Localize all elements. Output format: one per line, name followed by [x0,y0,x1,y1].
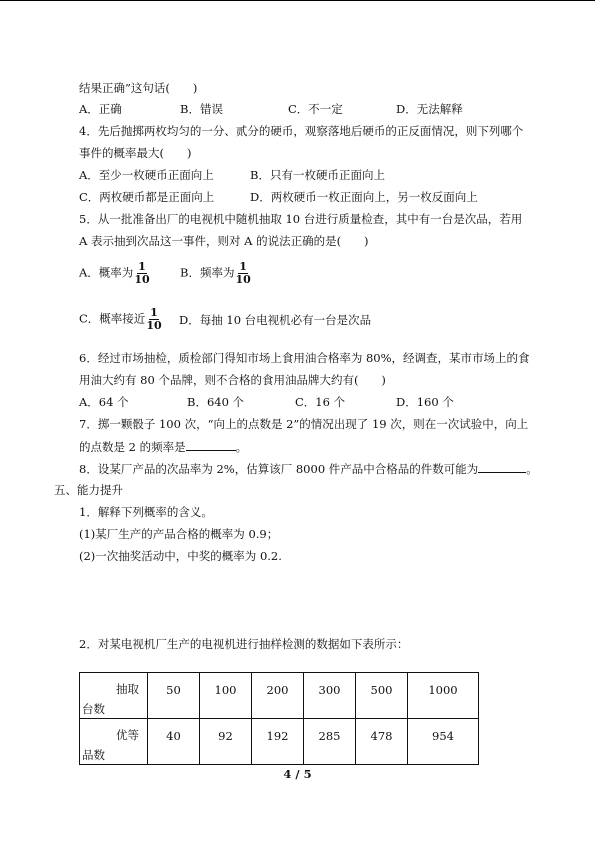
q7-line2: 的点数是 2 的频率是 。 [79,440,248,454]
q5-option-c-label: C．概率接近 [79,311,146,326]
s5-q1: 1．解释下列概率的含义。 [79,505,213,519]
sampling-table [79,672,479,765]
s5-q2: 2．对某电视机厂生产的电视机进行抽样检测的数据如下表所示： [79,637,409,651]
row-header-premium: 优等 品数 [80,719,148,765]
table-cell: 1000 [408,673,479,719]
table-cell: 40 [148,719,200,765]
q6-option-c: C．16 个 [295,395,346,409]
table-row [80,719,479,765]
q5-line1: 5．从一批准备出厂的电视机中随机抽取 10 台进行质量检查，其中有一台是次品，若用 [79,212,523,226]
table-cell: 478 [356,719,408,765]
answer-blank [186,438,236,451]
table-cell: 200 [252,673,304,719]
table-cell: 192 [252,719,304,765]
fraction-one-tenth: $\frac{1}{10}$ [134,260,150,286]
fraction-one-tenth: $\frac{1}{10}$ [235,260,251,286]
q4-option-b: B．只有一枚硬币正面向上 [250,168,385,182]
q5-option-a [79,261,151,286]
table-cell: 50 [148,673,200,719]
q6-option-d: D．160 个 [396,395,454,409]
q5-option-b [180,261,252,286]
q5-line2: A 表示抽到次品这一事件，则对 A 的说法正确的是( ) [79,234,369,248]
table-cell: 500 [356,673,408,719]
q5-option-b-label: B．频率为 [180,265,235,280]
q3-tail: 结果正确”这句话( ) [79,81,198,95]
answer-blank [478,460,526,473]
q5-option-d: D．每抽 10 台电视机必有一台是次品 [179,313,372,327]
q4-option-c: C．两枚硬币都是正面向上 [79,190,215,204]
table-cell: 92 [200,719,252,765]
s5-q1-part1: (1)某厂生产的产品合格的概率为 0.9； [79,527,279,541]
q6-option-a: A．64 个 [79,395,129,409]
q6-line1: 6．经过市场抽检，质检部门得知市场上食用油合格率为 80%，经调查，某市市场上的食 [79,351,530,365]
header-rule [0,0,595,1]
q3-option-b: B．错误 [180,102,223,116]
q8-line: 8．设某厂产品的次品率为 2%，估算该厂 8000 件产品中合格品的件数可能为 。 [79,462,538,476]
section-title: 五、能力提升 [54,483,123,497]
s5-q1-part2: (2)一次抽奖活动中，中奖的概率为 0.2. [79,549,282,563]
q3-option-a: A．正确 [79,102,122,116]
fraction-one-tenth: $\frac{1}{10}$ [146,306,162,332]
table-cell: 954 [408,719,479,765]
q3-option-c: C．不一定 [288,102,343,116]
table-cell: 100 [200,673,252,719]
q5-option-c [79,307,163,332]
q4-option-a: A．至少一枚硬币正面向上 [79,168,214,182]
q4-line1: 4．先后抛掷两枚均匀的一分、贰分的硬币，观察落地后硬币的正反面情况，则下列哪个 [79,124,524,138]
q4-option-d: D．两枚硬币一枚正面向上，另一枚反面向上 [250,190,478,204]
q5-option-a-label: A．概率为 [79,265,134,280]
q7-line1: 7．掷一颗骰子 100 次，“向上的点数是 2”的情况出现了 19 次，则在一次试验中，向上 [79,417,529,431]
table-cell: 285 [304,719,356,765]
page-number: 4 / 5 [283,767,312,781]
table-cell: 300 [304,673,356,719]
row-header-sampled: 抽取 台数 [80,673,148,719]
q3-option-d: D．无法解释 [396,102,463,116]
q4-line2: 事件的概率最大( ) [79,146,192,160]
q6-line2: 用油大约有 80 个品牌，则不合格的食用油品牌大约有( ) [79,373,386,387]
q6-option-b: B．640 个 [187,395,245,409]
table-row [80,673,479,719]
